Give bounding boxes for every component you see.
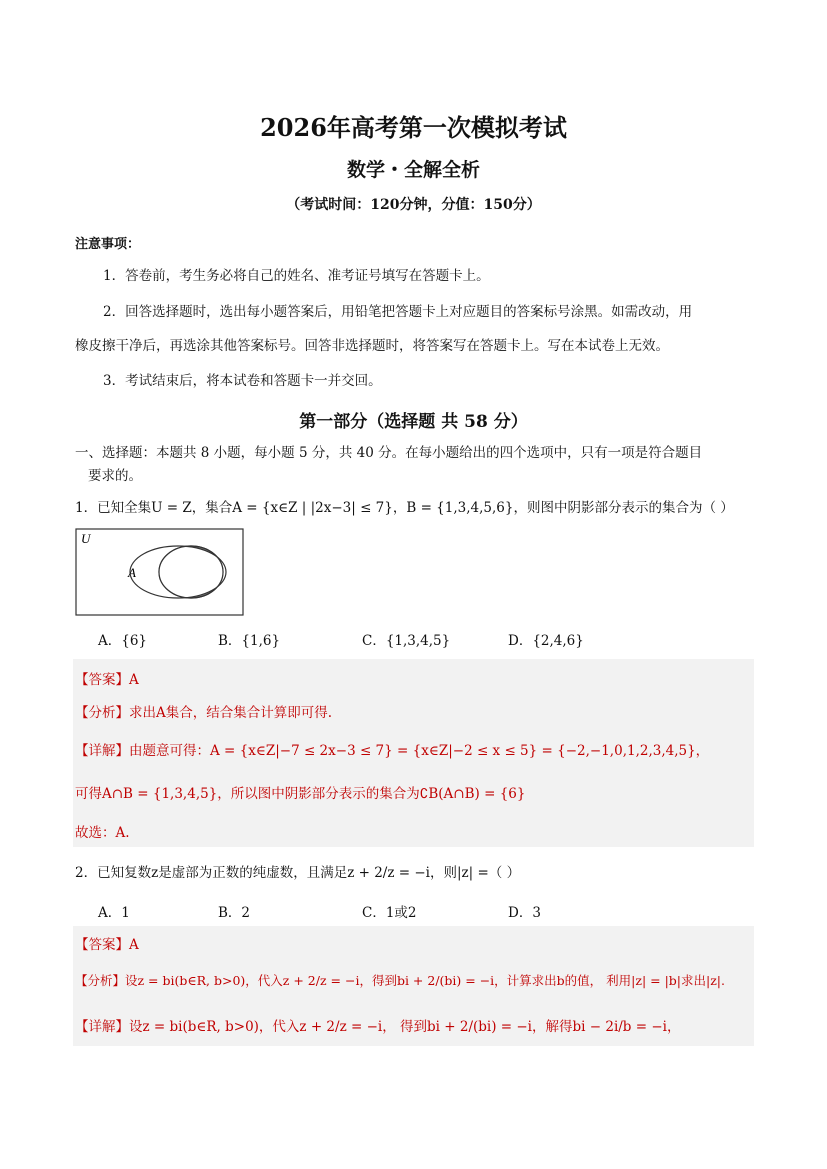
q1-option-a: A．{6} <box>98 633 148 649</box>
question-2-stem: 2．已知复数z是虚部为正数的纯虚数，且满足z + 2/z = −i，则|z| =（ ） <box>75 865 521 881</box>
section-instructions-cont: 要求的。 <box>88 468 142 484</box>
part-title: 第一部分（选择题 共 58 分） <box>299 412 528 432</box>
q2-answer: 【答案】A <box>75 937 139 953</box>
notice-item-2: 2．回答选择题时，选出每小题答案后，用铅笔把答题卡上对应题目的答案标号涂黑。如需改动，用 <box>103 304 693 320</box>
q2-option-b: B．2 <box>218 905 251 921</box>
exam-info: （考试时间：120分钟，分值：150分） <box>286 197 541 213</box>
q1-detail-2: 可得A∩B = {1,3,4,5}，所以图中阴影部分表示的集合为∁B(A∩B) = {6} <box>75 786 526 802</box>
section-instructions: 一、选择题：本题共 8 小题，每小题 5 分，共 40 分。在每小题给出的四个选项中，只有一项是符合题目 <box>75 445 703 461</box>
q1-conclusion: 故选：A. <box>75 825 130 841</box>
set-b-label: B <box>188 565 196 580</box>
exam-subtitle: 数学・全解全析 <box>346 159 480 181</box>
venn-diagram <box>75 528 245 616</box>
question-1-stem: 1．已知全集U = Z，集合A = {x∈Z | |2x−3| ≤ 7}，B = {1,3,4,5,6}，则图中阴影部分表示的集合为（ ） <box>75 500 734 516</box>
q1-detail-1: 【详解】由题意可得：A = {x∈Z|−7 ≤ 2x−3 ≤ 7} = {x∈Z|−2 ≤ x ≤ 5} = {−2,−1,0,1,2,3,4,5}， <box>75 743 710 759</box>
q1-answer: 【答案】A <box>75 672 139 688</box>
q1-option-d: D．{2,4,6} <box>508 633 584 649</box>
q1-option-b: B．{1,6} <box>218 633 281 649</box>
q1-analysis: 【分析】求出A集合，结合集合计算即可得. <box>75 705 333 721</box>
q2-option-c: C．1或2 <box>362 905 417 921</box>
q2-detail: 【详解】设z = bi(b∈R, b>0)，代入z + 2/z = −i， 得到bi + 2/(bi) = −i，解得bi − 2i/b = −i， <box>75 1019 681 1035</box>
q2-option-a: A．1 <box>98 905 130 921</box>
universe-label: U <box>81 531 91 546</box>
notice-item-2-cont: 橡皮擦干净后，再选涂其他答案标号。回答非选择题时，将答案写在答题卡上。写在本试卷上无效。 <box>75 338 669 354</box>
notice-item-3: 3．考试结束后，将本试卷和答题卡一并交回。 <box>103 373 382 389</box>
notice-item-1: 1．答卷前，考生务必将自己的姓名、准考证号填写在答题卡上。 <box>103 268 490 284</box>
q1-option-c: C．{1,3,4,5} <box>362 633 451 649</box>
q2-option-d: D．3 <box>508 905 541 921</box>
set-a-label: A <box>128 565 136 580</box>
notice-heading: 注意事项： <box>75 237 141 252</box>
exam-title: 2026年高考第一次模拟考试 <box>260 113 567 142</box>
q2-analysis: 【分析】设z = bi(b∈R, b>0)，代入z + 2/z = −i，得到bi + 2/(bi) = −i，计算求出b的值， 利用|z| = |b|求出|z|. <box>75 973 725 988</box>
